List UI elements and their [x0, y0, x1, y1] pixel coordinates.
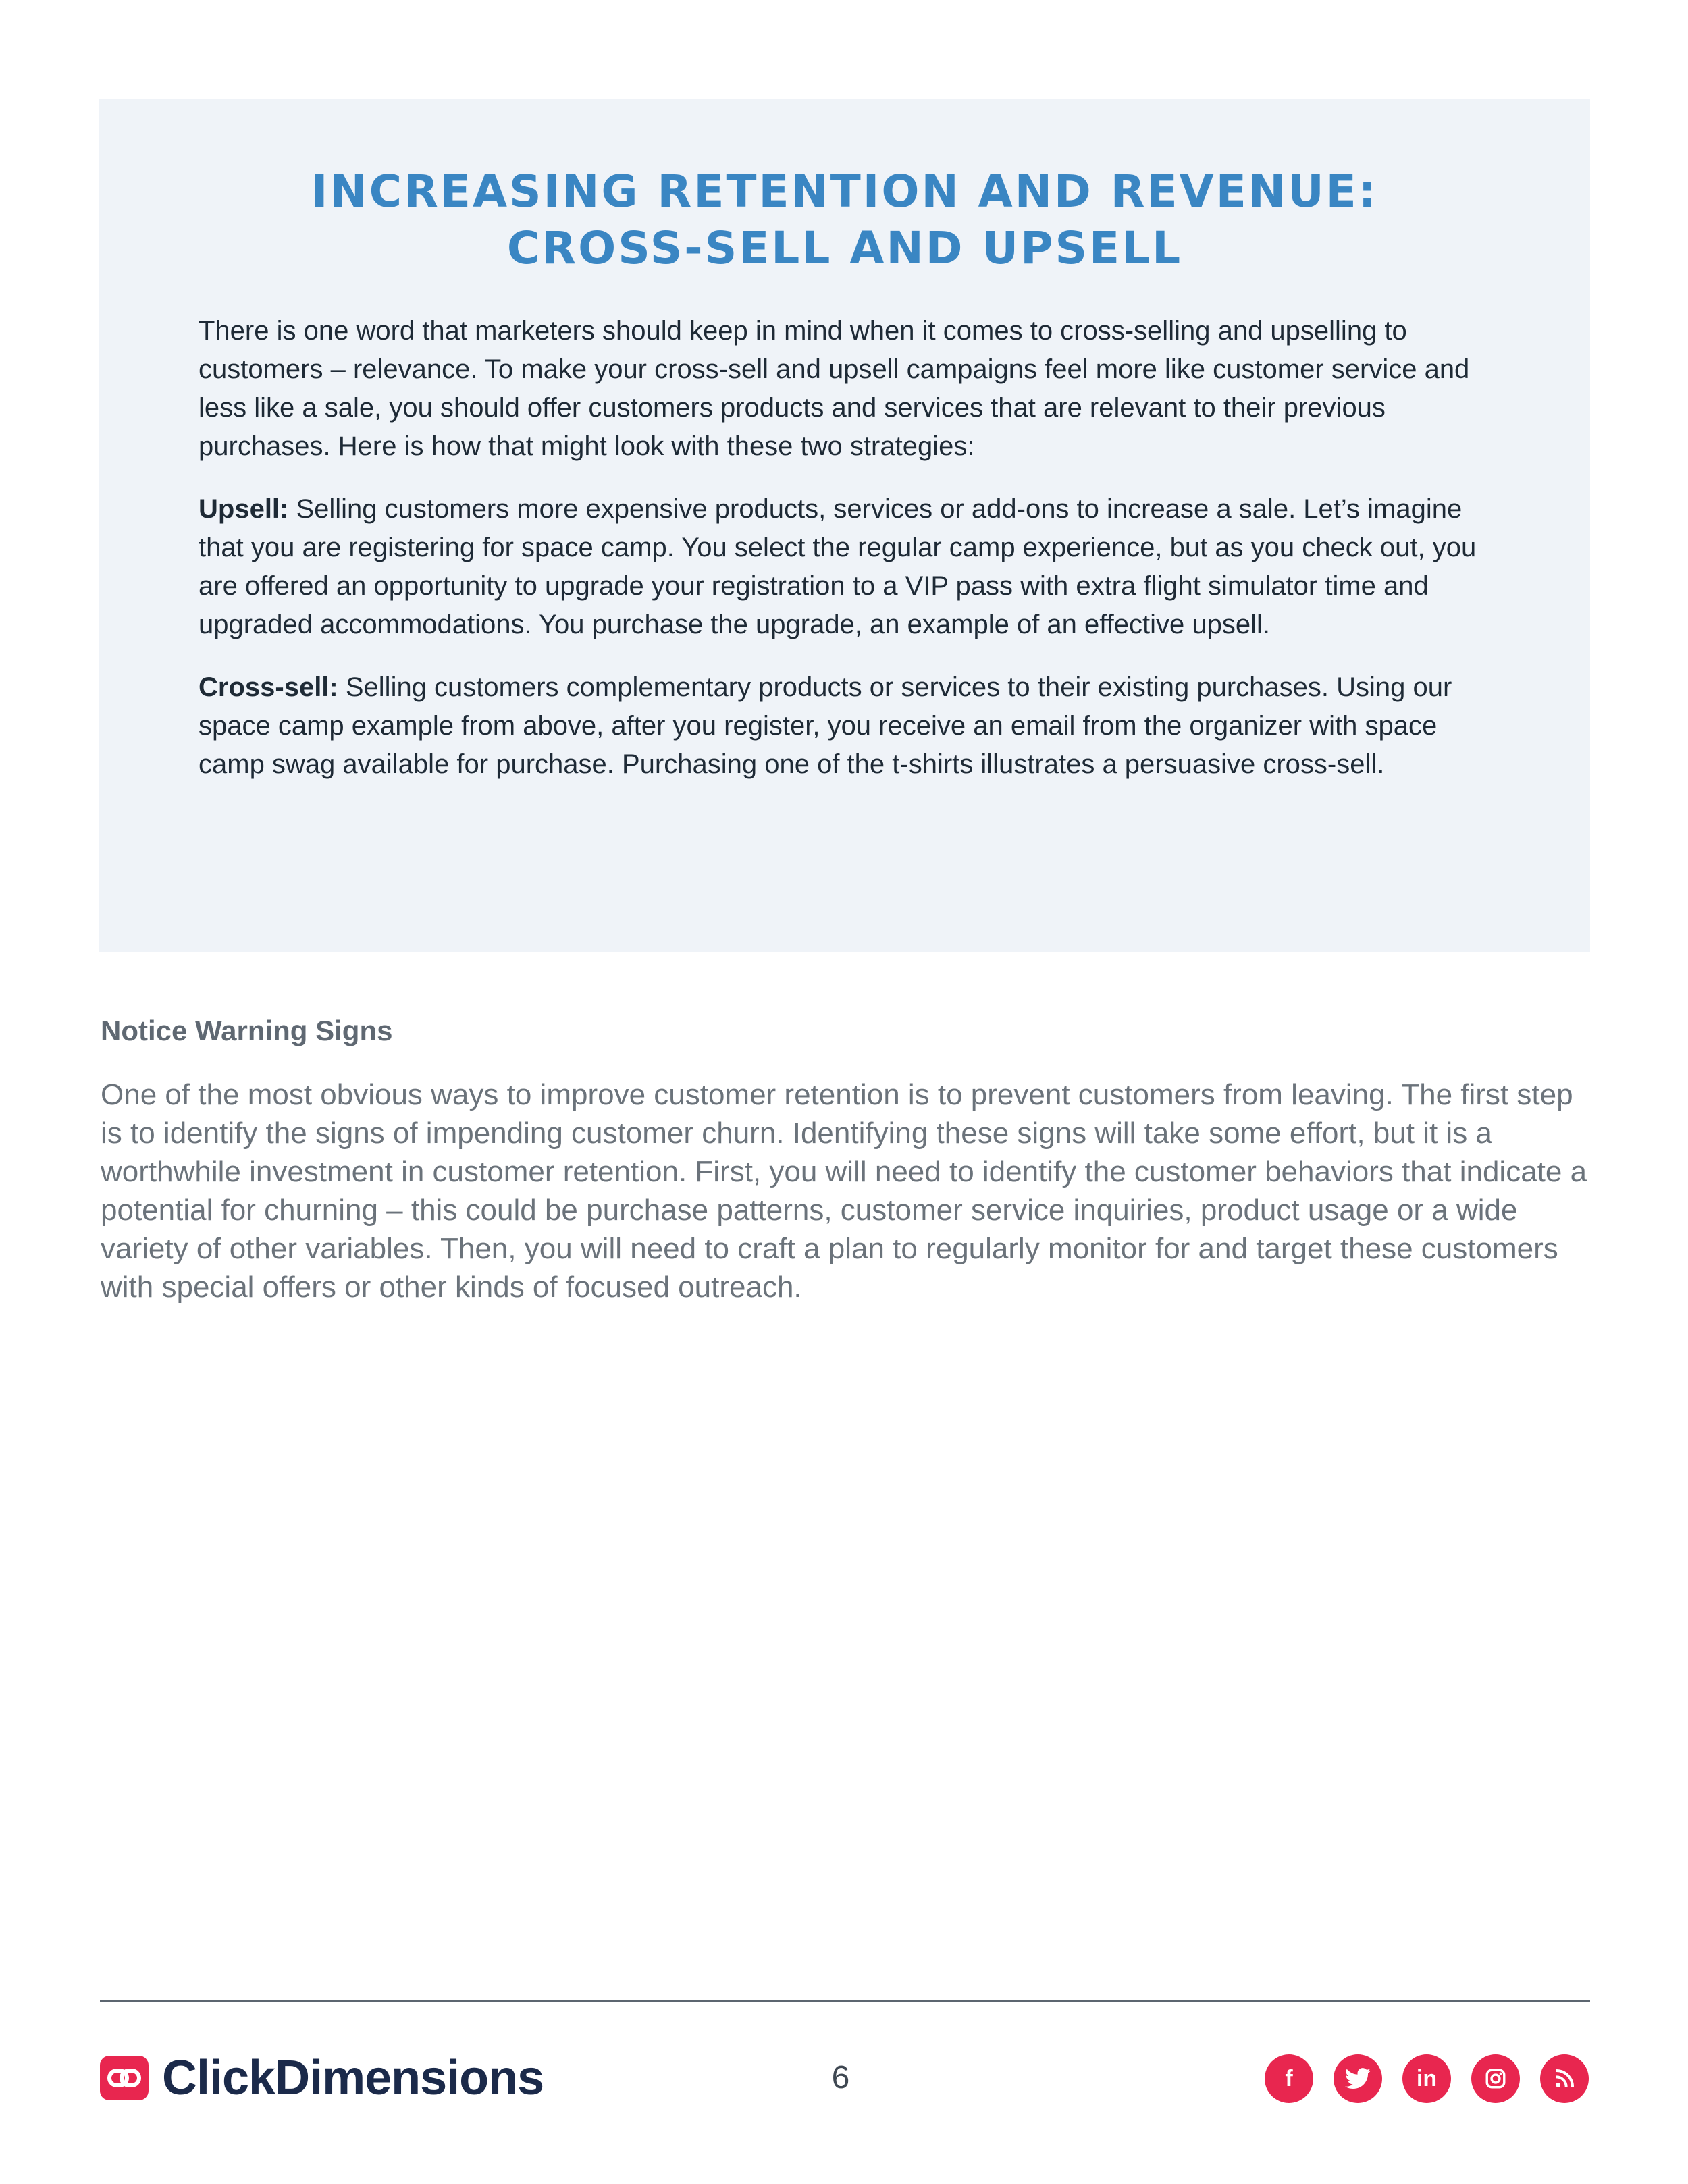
brand-logo[interactable] — [100, 2052, 544, 2104]
crosssell-paragraph — [199, 668, 1495, 784]
linkedin-icon[interactable]: in — [1402, 2054, 1451, 2103]
brand-name: ClickDimensions — [162, 2051, 544, 2105]
intro-paragraph: There is one word that marketers should keep in mind when it comes to cross-selling and upselling to customers – relevance. To make your cross-sell and upsell campaigns feel more like customer service and less like a sale, you should offer customers products and services that are relevant to their previous purchases. Here is how that might look with these two strategies: — [199, 316, 1470, 461]
link-icon — [100, 2056, 149, 2100]
page-number: 6 — [831, 2060, 850, 2096]
callout-title-line2: CROSS-SELL AND UPSELL — [506, 222, 1183, 274]
callout-body — [199, 312, 1495, 808]
callout-box — [99, 99, 1590, 952]
crosssell-text: Selling customers complementary products or services to their existing purchases. Using our space camp example from above, after you register, you receive an email from the organizer with space camp swag available for purchase. Purchasing one of the t-shirts illustrates a persuasive cross-sell. — [199, 672, 1452, 779]
instagram-icon[interactable] — [1471, 2054, 1520, 2103]
rss-icon[interactable] — [1540, 2054, 1589, 2103]
upsell-paragraph — [199, 490, 1495, 644]
crosssell-term: Cross-sell: — [199, 672, 338, 702]
callout-title — [99, 163, 1590, 277]
footer-divider — [100, 2000, 1590, 2002]
callout-title-line1: INCREASING RETENTION AND REVENUE: — [311, 165, 1379, 217]
upsell-term: Upsell: — [199, 494, 289, 524]
section-body: One of the most obvious ways to improve customer retention is to prevent customers from leaving. The first step is to identify the signs of impending customer churn. Identifying these signs will take some effort, but it is a worthwhile investment in customer retention. First, you will need to identify the customer behaviors that indicate a potential for churning – this could be purchase patterns, customer service inquiries, product usage or a wide variety of other variables. Then, you will need to craft a plan to regularly monitor for and target these customers with special offers or other kinds of focused outreach. — [101, 1078, 1587, 1304]
facebook-icon[interactable]: f — [1265, 2054, 1313, 2103]
twitter-icon[interactable] — [1334, 2054, 1382, 2103]
upsell-text: Selling customers more expensive products, services or add-ons to increase a sale. Let’s imagine that you are registering for space camp. You select the regular camp experience, but as you check out, you are offered an opportunity to upgrade your registration to a VIP pass with extra flight simulator time and upgraded accommodations. You purchase the upgrade, an example of an effective upsell. — [199, 494, 1477, 639]
social-links — [1265, 2054, 1589, 2103]
section-heading: Notice Warning Signs — [101, 1015, 393, 1046]
